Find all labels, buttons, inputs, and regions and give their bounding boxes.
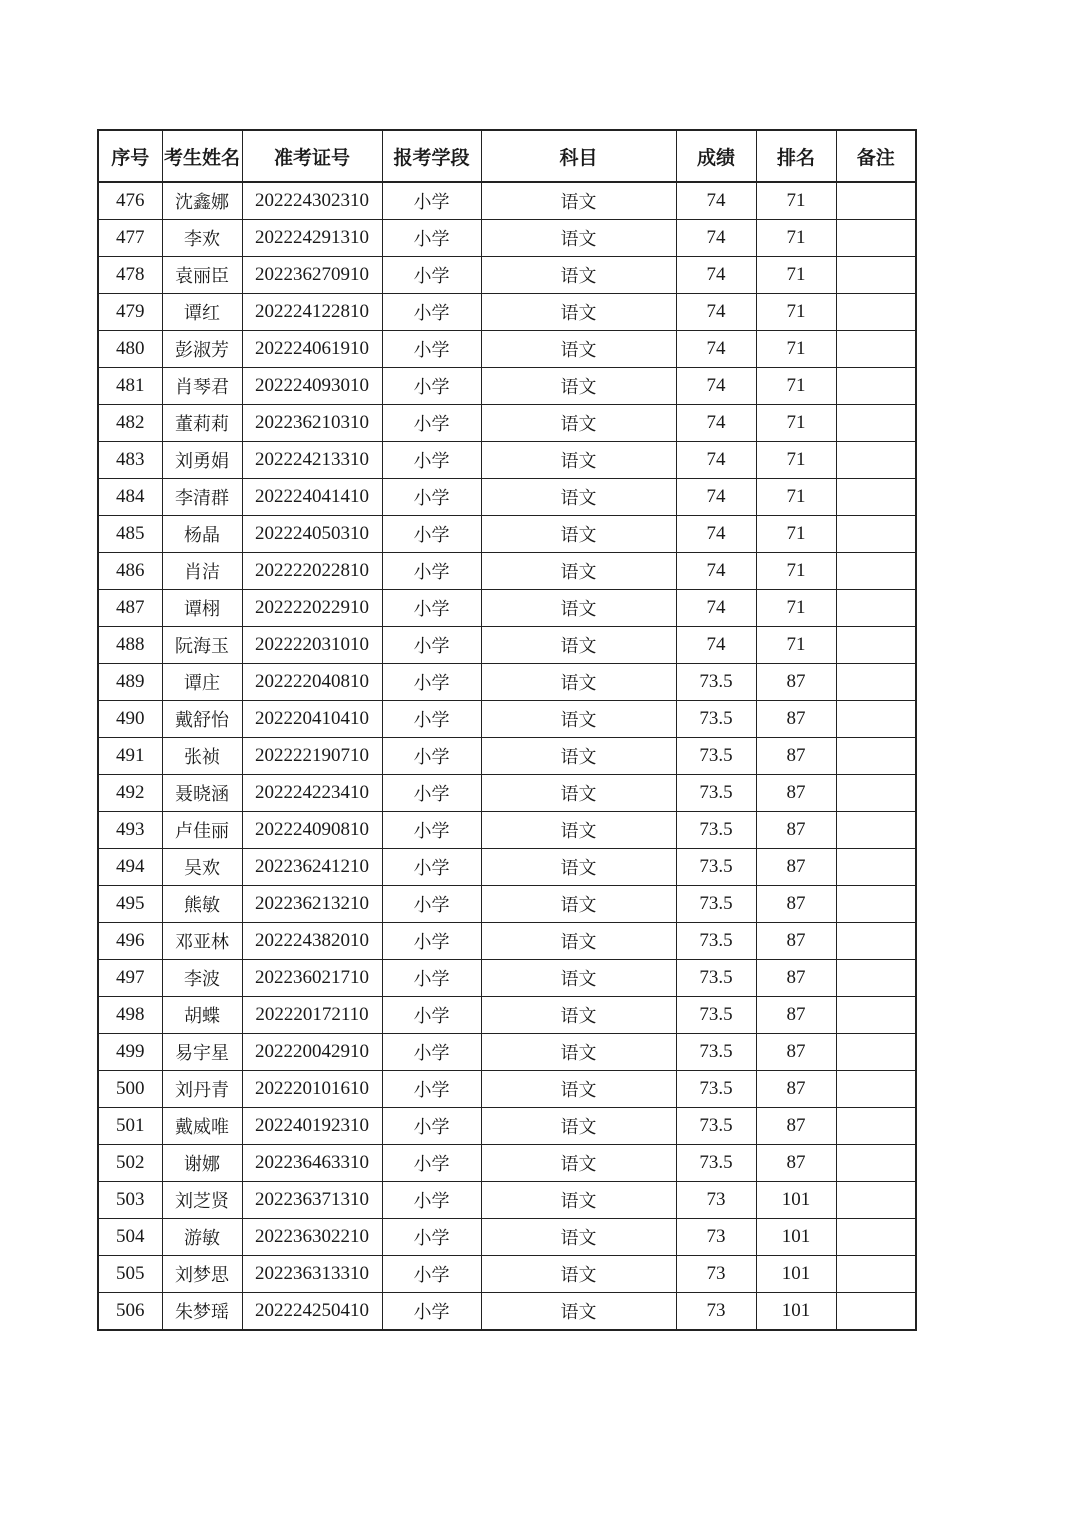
score-cell: 73 bbox=[676, 1293, 756, 1331]
name-cell: 沈鑫娜 bbox=[162, 182, 242, 220]
subject-cell: 语文 bbox=[481, 590, 676, 627]
score-cell: 73.5 bbox=[676, 701, 756, 738]
seq-cell: 479 bbox=[98, 294, 162, 331]
rank-cell: 71 bbox=[756, 405, 836, 442]
subject-cell: 语文 bbox=[481, 849, 676, 886]
remark-cell bbox=[836, 368, 916, 405]
table-row bbox=[98, 479, 916, 516]
table-row bbox=[98, 405, 916, 442]
name-cell: 谭红 bbox=[162, 294, 242, 331]
ticket-cell: 202224302310 bbox=[242, 182, 382, 220]
score-cell: 73.5 bbox=[676, 1145, 756, 1182]
level-cell: 小学 bbox=[382, 1182, 481, 1219]
name-cell: 肖洁 bbox=[162, 553, 242, 590]
score-cell: 74 bbox=[676, 442, 756, 479]
score-cell: 73.5 bbox=[676, 997, 756, 1034]
seq-cell: 503 bbox=[98, 1182, 162, 1219]
remark-cell bbox=[836, 1108, 916, 1145]
subject-cell: 语文 bbox=[481, 405, 676, 442]
rank-cell: 101 bbox=[756, 1219, 836, 1256]
remark-cell bbox=[836, 1219, 916, 1256]
seq-cell: 485 bbox=[98, 516, 162, 553]
rank-cell: 71 bbox=[756, 220, 836, 257]
remark-cell bbox=[836, 1182, 916, 1219]
level-cell: 小学 bbox=[382, 627, 481, 664]
subject-cell: 语文 bbox=[481, 331, 676, 368]
seq-cell: 476 bbox=[98, 182, 162, 220]
rank-cell: 87 bbox=[756, 960, 836, 997]
level-cell: 小学 bbox=[382, 257, 481, 294]
subject-cell: 语文 bbox=[481, 516, 676, 553]
rank-cell: 71 bbox=[756, 627, 836, 664]
table-row bbox=[98, 442, 916, 479]
table-row bbox=[98, 182, 916, 220]
name-cell: 刘梦思 bbox=[162, 1256, 242, 1293]
ticket-cell: 202236210310 bbox=[242, 405, 382, 442]
seq-cell: 501 bbox=[98, 1108, 162, 1145]
score-cell: 74 bbox=[676, 627, 756, 664]
table-row bbox=[98, 664, 916, 701]
name-cell: 李波 bbox=[162, 960, 242, 997]
table-row bbox=[98, 1108, 916, 1145]
ticket-cell: 202222031010 bbox=[242, 627, 382, 664]
remark-cell bbox=[836, 1071, 916, 1108]
level-cell: 小学 bbox=[382, 331, 481, 368]
subject-cell: 语文 bbox=[481, 812, 676, 849]
table-row bbox=[98, 1034, 916, 1071]
remark-cell bbox=[836, 960, 916, 997]
score-cell: 73.5 bbox=[676, 775, 756, 812]
remark-cell bbox=[836, 479, 916, 516]
table-row bbox=[98, 1293, 916, 1331]
level-cell: 小学 bbox=[382, 479, 481, 516]
rank-cell: 71 bbox=[756, 257, 836, 294]
subject-cell: 语文 bbox=[481, 1219, 676, 1256]
table-row bbox=[98, 960, 916, 997]
score-cell: 73 bbox=[676, 1219, 756, 1256]
level-cell: 小学 bbox=[382, 182, 481, 220]
ticket-cell: 202224090810 bbox=[242, 812, 382, 849]
level-cell: 小学 bbox=[382, 553, 481, 590]
remark-cell bbox=[836, 1034, 916, 1071]
score-cell: 73.5 bbox=[676, 886, 756, 923]
level-cell: 小学 bbox=[382, 516, 481, 553]
header-row bbox=[98, 130, 916, 182]
score-cell: 73.5 bbox=[676, 960, 756, 997]
remark-cell bbox=[836, 1145, 916, 1182]
seq-cell: 500 bbox=[98, 1071, 162, 1108]
table-row bbox=[98, 590, 916, 627]
name-cell: 邓亚林 bbox=[162, 923, 242, 960]
level-cell: 小学 bbox=[382, 886, 481, 923]
remark-cell bbox=[836, 442, 916, 479]
remark-cell bbox=[836, 553, 916, 590]
remark-cell bbox=[836, 590, 916, 627]
ticket-cell: 202220042910 bbox=[242, 1034, 382, 1071]
name-cell: 刘勇娟 bbox=[162, 442, 242, 479]
ticket-cell: 202236463310 bbox=[242, 1145, 382, 1182]
name-cell: 杨晶 bbox=[162, 516, 242, 553]
score-cell: 74 bbox=[676, 516, 756, 553]
seq-cell: 481 bbox=[98, 368, 162, 405]
remark-cell bbox=[836, 1256, 916, 1293]
seq-cell: 480 bbox=[98, 331, 162, 368]
name-cell: 阮海玉 bbox=[162, 627, 242, 664]
subject-cell: 语文 bbox=[481, 997, 676, 1034]
table-row bbox=[98, 553, 916, 590]
name-cell: 袁丽臣 bbox=[162, 257, 242, 294]
subject-cell: 语文 bbox=[481, 1182, 676, 1219]
rank-cell: 87 bbox=[756, 886, 836, 923]
rank-cell: 71 bbox=[756, 368, 836, 405]
level-cell: 小学 bbox=[382, 1293, 481, 1331]
level-cell: 小学 bbox=[382, 1108, 481, 1145]
score-cell: 74 bbox=[676, 368, 756, 405]
rank-cell: 71 bbox=[756, 442, 836, 479]
seq-cell: 499 bbox=[98, 1034, 162, 1071]
rank-cell: 87 bbox=[756, 997, 836, 1034]
level-cell: 小学 bbox=[382, 664, 481, 701]
score-table bbox=[97, 129, 917, 1331]
name-cell: 谭庄 bbox=[162, 664, 242, 701]
score-cell: 74 bbox=[676, 294, 756, 331]
level-cell: 小学 bbox=[382, 368, 481, 405]
remark-cell bbox=[836, 220, 916, 257]
level-cell: 小学 bbox=[382, 738, 481, 775]
rank-cell: 71 bbox=[756, 479, 836, 516]
rank-cell: 71 bbox=[756, 331, 836, 368]
table-row bbox=[98, 1145, 916, 1182]
seq-cell: 482 bbox=[98, 405, 162, 442]
level-cell: 小学 bbox=[382, 220, 481, 257]
seq-cell: 495 bbox=[98, 886, 162, 923]
header-cell-subject: 科目 bbox=[481, 130, 676, 182]
subject-cell: 语文 bbox=[481, 1071, 676, 1108]
table-row bbox=[98, 220, 916, 257]
score-cell: 73.5 bbox=[676, 1034, 756, 1071]
remark-cell bbox=[836, 182, 916, 220]
seq-cell: 505 bbox=[98, 1256, 162, 1293]
score-cell: 73.5 bbox=[676, 849, 756, 886]
level-cell: 小学 bbox=[382, 849, 481, 886]
rank-cell: 71 bbox=[756, 553, 836, 590]
ticket-cell: 202236371310 bbox=[242, 1182, 382, 1219]
level-cell: 小学 bbox=[382, 997, 481, 1034]
rank-cell: 87 bbox=[756, 1145, 836, 1182]
table-row bbox=[98, 331, 916, 368]
ticket-cell: 202236270910 bbox=[242, 257, 382, 294]
remark-cell bbox=[836, 257, 916, 294]
seq-cell: 490 bbox=[98, 701, 162, 738]
ticket-cell: 202224122810 bbox=[242, 294, 382, 331]
subject-cell: 语文 bbox=[481, 1145, 676, 1182]
level-cell: 小学 bbox=[382, 812, 481, 849]
level-cell: 小学 bbox=[382, 1219, 481, 1256]
score-cell: 74 bbox=[676, 553, 756, 590]
level-cell: 小学 bbox=[382, 1071, 481, 1108]
subject-cell: 语文 bbox=[481, 1108, 676, 1145]
table-row bbox=[98, 849, 916, 886]
seq-cell: 486 bbox=[98, 553, 162, 590]
ticket-cell: 202224061910 bbox=[242, 331, 382, 368]
table-row bbox=[98, 1219, 916, 1256]
rank-cell: 101 bbox=[756, 1293, 836, 1331]
seq-cell: 478 bbox=[98, 257, 162, 294]
name-cell: 卢佳丽 bbox=[162, 812, 242, 849]
name-cell: 李欢 bbox=[162, 220, 242, 257]
header-cell-ticket: 准考证号 bbox=[242, 130, 382, 182]
remark-cell bbox=[836, 849, 916, 886]
ticket-cell: 202220172110 bbox=[242, 997, 382, 1034]
ticket-cell: 202220101610 bbox=[242, 1071, 382, 1108]
seq-cell: 491 bbox=[98, 738, 162, 775]
remark-cell bbox=[836, 738, 916, 775]
table-body bbox=[98, 182, 916, 1330]
level-cell: 小学 bbox=[382, 1034, 481, 1071]
score-cell: 73.5 bbox=[676, 664, 756, 701]
name-cell: 易宇星 bbox=[162, 1034, 242, 1071]
subject-cell: 语文 bbox=[481, 886, 676, 923]
rank-cell: 71 bbox=[756, 182, 836, 220]
remark-cell bbox=[836, 1293, 916, 1331]
name-cell: 戴舒怡 bbox=[162, 701, 242, 738]
name-cell: 熊敏 bbox=[162, 886, 242, 923]
header-cell-seq: 序号 bbox=[98, 130, 162, 182]
ticket-cell: 202224213310 bbox=[242, 442, 382, 479]
ticket-cell: 202224291310 bbox=[242, 220, 382, 257]
subject-cell: 语文 bbox=[481, 701, 676, 738]
table-row bbox=[98, 701, 916, 738]
name-cell: 刘芝贤 bbox=[162, 1182, 242, 1219]
rank-cell: 87 bbox=[756, 923, 836, 960]
subject-cell: 语文 bbox=[481, 182, 676, 220]
ticket-cell: 202236313310 bbox=[242, 1256, 382, 1293]
subject-cell: 语文 bbox=[481, 294, 676, 331]
ticket-cell: 202222022910 bbox=[242, 590, 382, 627]
table-row bbox=[98, 257, 916, 294]
table-row bbox=[98, 1182, 916, 1219]
table-row bbox=[98, 775, 916, 812]
remark-cell bbox=[836, 997, 916, 1034]
remark-cell bbox=[836, 812, 916, 849]
level-cell: 小学 bbox=[382, 960, 481, 997]
header-cell-score: 成绩 bbox=[676, 130, 756, 182]
score-cell: 74 bbox=[676, 257, 756, 294]
remark-cell bbox=[836, 294, 916, 331]
subject-cell: 语文 bbox=[481, 553, 676, 590]
seq-cell: 487 bbox=[98, 590, 162, 627]
table-row bbox=[98, 738, 916, 775]
level-cell: 小学 bbox=[382, 701, 481, 738]
level-cell: 小学 bbox=[382, 590, 481, 627]
subject-cell: 语文 bbox=[481, 479, 676, 516]
subject-cell: 语文 bbox=[481, 664, 676, 701]
table-row bbox=[98, 627, 916, 664]
score-cell: 74 bbox=[676, 331, 756, 368]
rank-cell: 71 bbox=[756, 516, 836, 553]
header-cell-remark: 备注 bbox=[836, 130, 916, 182]
score-cell: 73 bbox=[676, 1182, 756, 1219]
score-cell: 73.5 bbox=[676, 1071, 756, 1108]
header-cell-rank: 排名 bbox=[756, 130, 836, 182]
subject-cell: 语文 bbox=[481, 368, 676, 405]
ticket-cell: 202224382010 bbox=[242, 923, 382, 960]
subject-cell: 语文 bbox=[481, 960, 676, 997]
ticket-cell: 202224250410 bbox=[242, 1293, 382, 1331]
name-cell: 谭栩 bbox=[162, 590, 242, 627]
remark-cell bbox=[836, 775, 916, 812]
seq-cell: 493 bbox=[98, 812, 162, 849]
level-cell: 小学 bbox=[382, 405, 481, 442]
name-cell: 肖琴君 bbox=[162, 368, 242, 405]
seq-cell: 488 bbox=[98, 627, 162, 664]
rank-cell: 87 bbox=[756, 1071, 836, 1108]
seq-cell: 497 bbox=[98, 960, 162, 997]
rank-cell: 71 bbox=[756, 294, 836, 331]
remark-cell bbox=[836, 701, 916, 738]
level-cell: 小学 bbox=[382, 294, 481, 331]
seq-cell: 492 bbox=[98, 775, 162, 812]
name-cell: 董莉莉 bbox=[162, 405, 242, 442]
name-cell: 张祯 bbox=[162, 738, 242, 775]
name-cell: 谢娜 bbox=[162, 1145, 242, 1182]
remark-cell bbox=[836, 331, 916, 368]
score-cell: 74 bbox=[676, 479, 756, 516]
rank-cell: 87 bbox=[756, 701, 836, 738]
score-cell: 73 bbox=[676, 1256, 756, 1293]
rank-cell: 87 bbox=[756, 849, 836, 886]
header-cell-level: 报考学段 bbox=[382, 130, 481, 182]
ticket-cell: 202236213210 bbox=[242, 886, 382, 923]
level-cell: 小学 bbox=[382, 1145, 481, 1182]
subject-cell: 语文 bbox=[481, 923, 676, 960]
score-cell: 73.5 bbox=[676, 923, 756, 960]
score-cell: 74 bbox=[676, 220, 756, 257]
score-cell: 73.5 bbox=[676, 1108, 756, 1145]
subject-cell: 语文 bbox=[481, 442, 676, 479]
table-row bbox=[98, 1071, 916, 1108]
ticket-cell: 202240192310 bbox=[242, 1108, 382, 1145]
score-cell: 74 bbox=[676, 590, 756, 627]
subject-cell: 语文 bbox=[481, 738, 676, 775]
rank-cell: 87 bbox=[756, 1108, 836, 1145]
table-row bbox=[98, 923, 916, 960]
seq-cell: 483 bbox=[98, 442, 162, 479]
subject-cell: 语文 bbox=[481, 627, 676, 664]
seq-cell: 489 bbox=[98, 664, 162, 701]
level-cell: 小学 bbox=[382, 1256, 481, 1293]
ticket-cell: 202236241210 bbox=[242, 849, 382, 886]
level-cell: 小学 bbox=[382, 923, 481, 960]
table-row bbox=[98, 1256, 916, 1293]
ticket-cell: 202236021710 bbox=[242, 960, 382, 997]
rank-cell: 101 bbox=[756, 1182, 836, 1219]
table-row bbox=[98, 997, 916, 1034]
ticket-cell: 202222040810 bbox=[242, 664, 382, 701]
ticket-cell: 202222190710 bbox=[242, 738, 382, 775]
seq-cell: 502 bbox=[98, 1145, 162, 1182]
rank-cell: 71 bbox=[756, 590, 836, 627]
table-row bbox=[98, 812, 916, 849]
subject-cell: 语文 bbox=[481, 1034, 676, 1071]
score-cell: 74 bbox=[676, 405, 756, 442]
remark-cell bbox=[836, 886, 916, 923]
rank-cell: 87 bbox=[756, 812, 836, 849]
rank-cell: 87 bbox=[756, 664, 836, 701]
seq-cell: 498 bbox=[98, 997, 162, 1034]
seq-cell: 496 bbox=[98, 923, 162, 960]
remark-cell bbox=[836, 516, 916, 553]
rank-cell: 87 bbox=[756, 738, 836, 775]
seq-cell: 506 bbox=[98, 1293, 162, 1331]
remark-cell bbox=[836, 405, 916, 442]
seq-cell: 504 bbox=[98, 1219, 162, 1256]
subject-cell: 语文 bbox=[481, 1256, 676, 1293]
seq-cell: 477 bbox=[98, 220, 162, 257]
name-cell: 聂晓涵 bbox=[162, 775, 242, 812]
subject-cell: 语文 bbox=[481, 1293, 676, 1331]
name-cell: 戴威唯 bbox=[162, 1108, 242, 1145]
ticket-cell: 202224050310 bbox=[242, 516, 382, 553]
rank-cell: 87 bbox=[756, 775, 836, 812]
level-cell: 小学 bbox=[382, 775, 481, 812]
subject-cell: 语文 bbox=[481, 775, 676, 812]
table-row bbox=[98, 294, 916, 331]
name-cell: 刘丹青 bbox=[162, 1071, 242, 1108]
seq-cell: 484 bbox=[98, 479, 162, 516]
table-row bbox=[98, 516, 916, 553]
seq-cell: 494 bbox=[98, 849, 162, 886]
remark-cell bbox=[836, 664, 916, 701]
remark-cell bbox=[836, 923, 916, 960]
name-cell: 李清群 bbox=[162, 479, 242, 516]
score-cell: 73.5 bbox=[676, 738, 756, 775]
ticket-cell: 202224223410 bbox=[242, 775, 382, 812]
score-cell: 73.5 bbox=[676, 812, 756, 849]
name-cell: 朱梦瑶 bbox=[162, 1293, 242, 1331]
table-row bbox=[98, 886, 916, 923]
ticket-cell: 202222022810 bbox=[242, 553, 382, 590]
level-cell: 小学 bbox=[382, 442, 481, 479]
remark-cell bbox=[836, 627, 916, 664]
table-row bbox=[98, 368, 916, 405]
ticket-cell: 202224093010 bbox=[242, 368, 382, 405]
ticket-cell: 202236302210 bbox=[242, 1219, 382, 1256]
ticket-cell: 202224041410 bbox=[242, 479, 382, 516]
subject-cell: 语文 bbox=[481, 220, 676, 257]
rank-cell: 101 bbox=[756, 1256, 836, 1293]
header-cell-name: 考生姓名 bbox=[162, 130, 242, 182]
name-cell: 吴欢 bbox=[162, 849, 242, 886]
name-cell: 胡蝶 bbox=[162, 997, 242, 1034]
rank-cell: 87 bbox=[756, 1034, 836, 1071]
name-cell: 彭淑芳 bbox=[162, 331, 242, 368]
name-cell: 游敏 bbox=[162, 1219, 242, 1256]
score-cell: 74 bbox=[676, 182, 756, 220]
subject-cell: 语文 bbox=[481, 257, 676, 294]
ticket-cell: 202220410410 bbox=[242, 701, 382, 738]
